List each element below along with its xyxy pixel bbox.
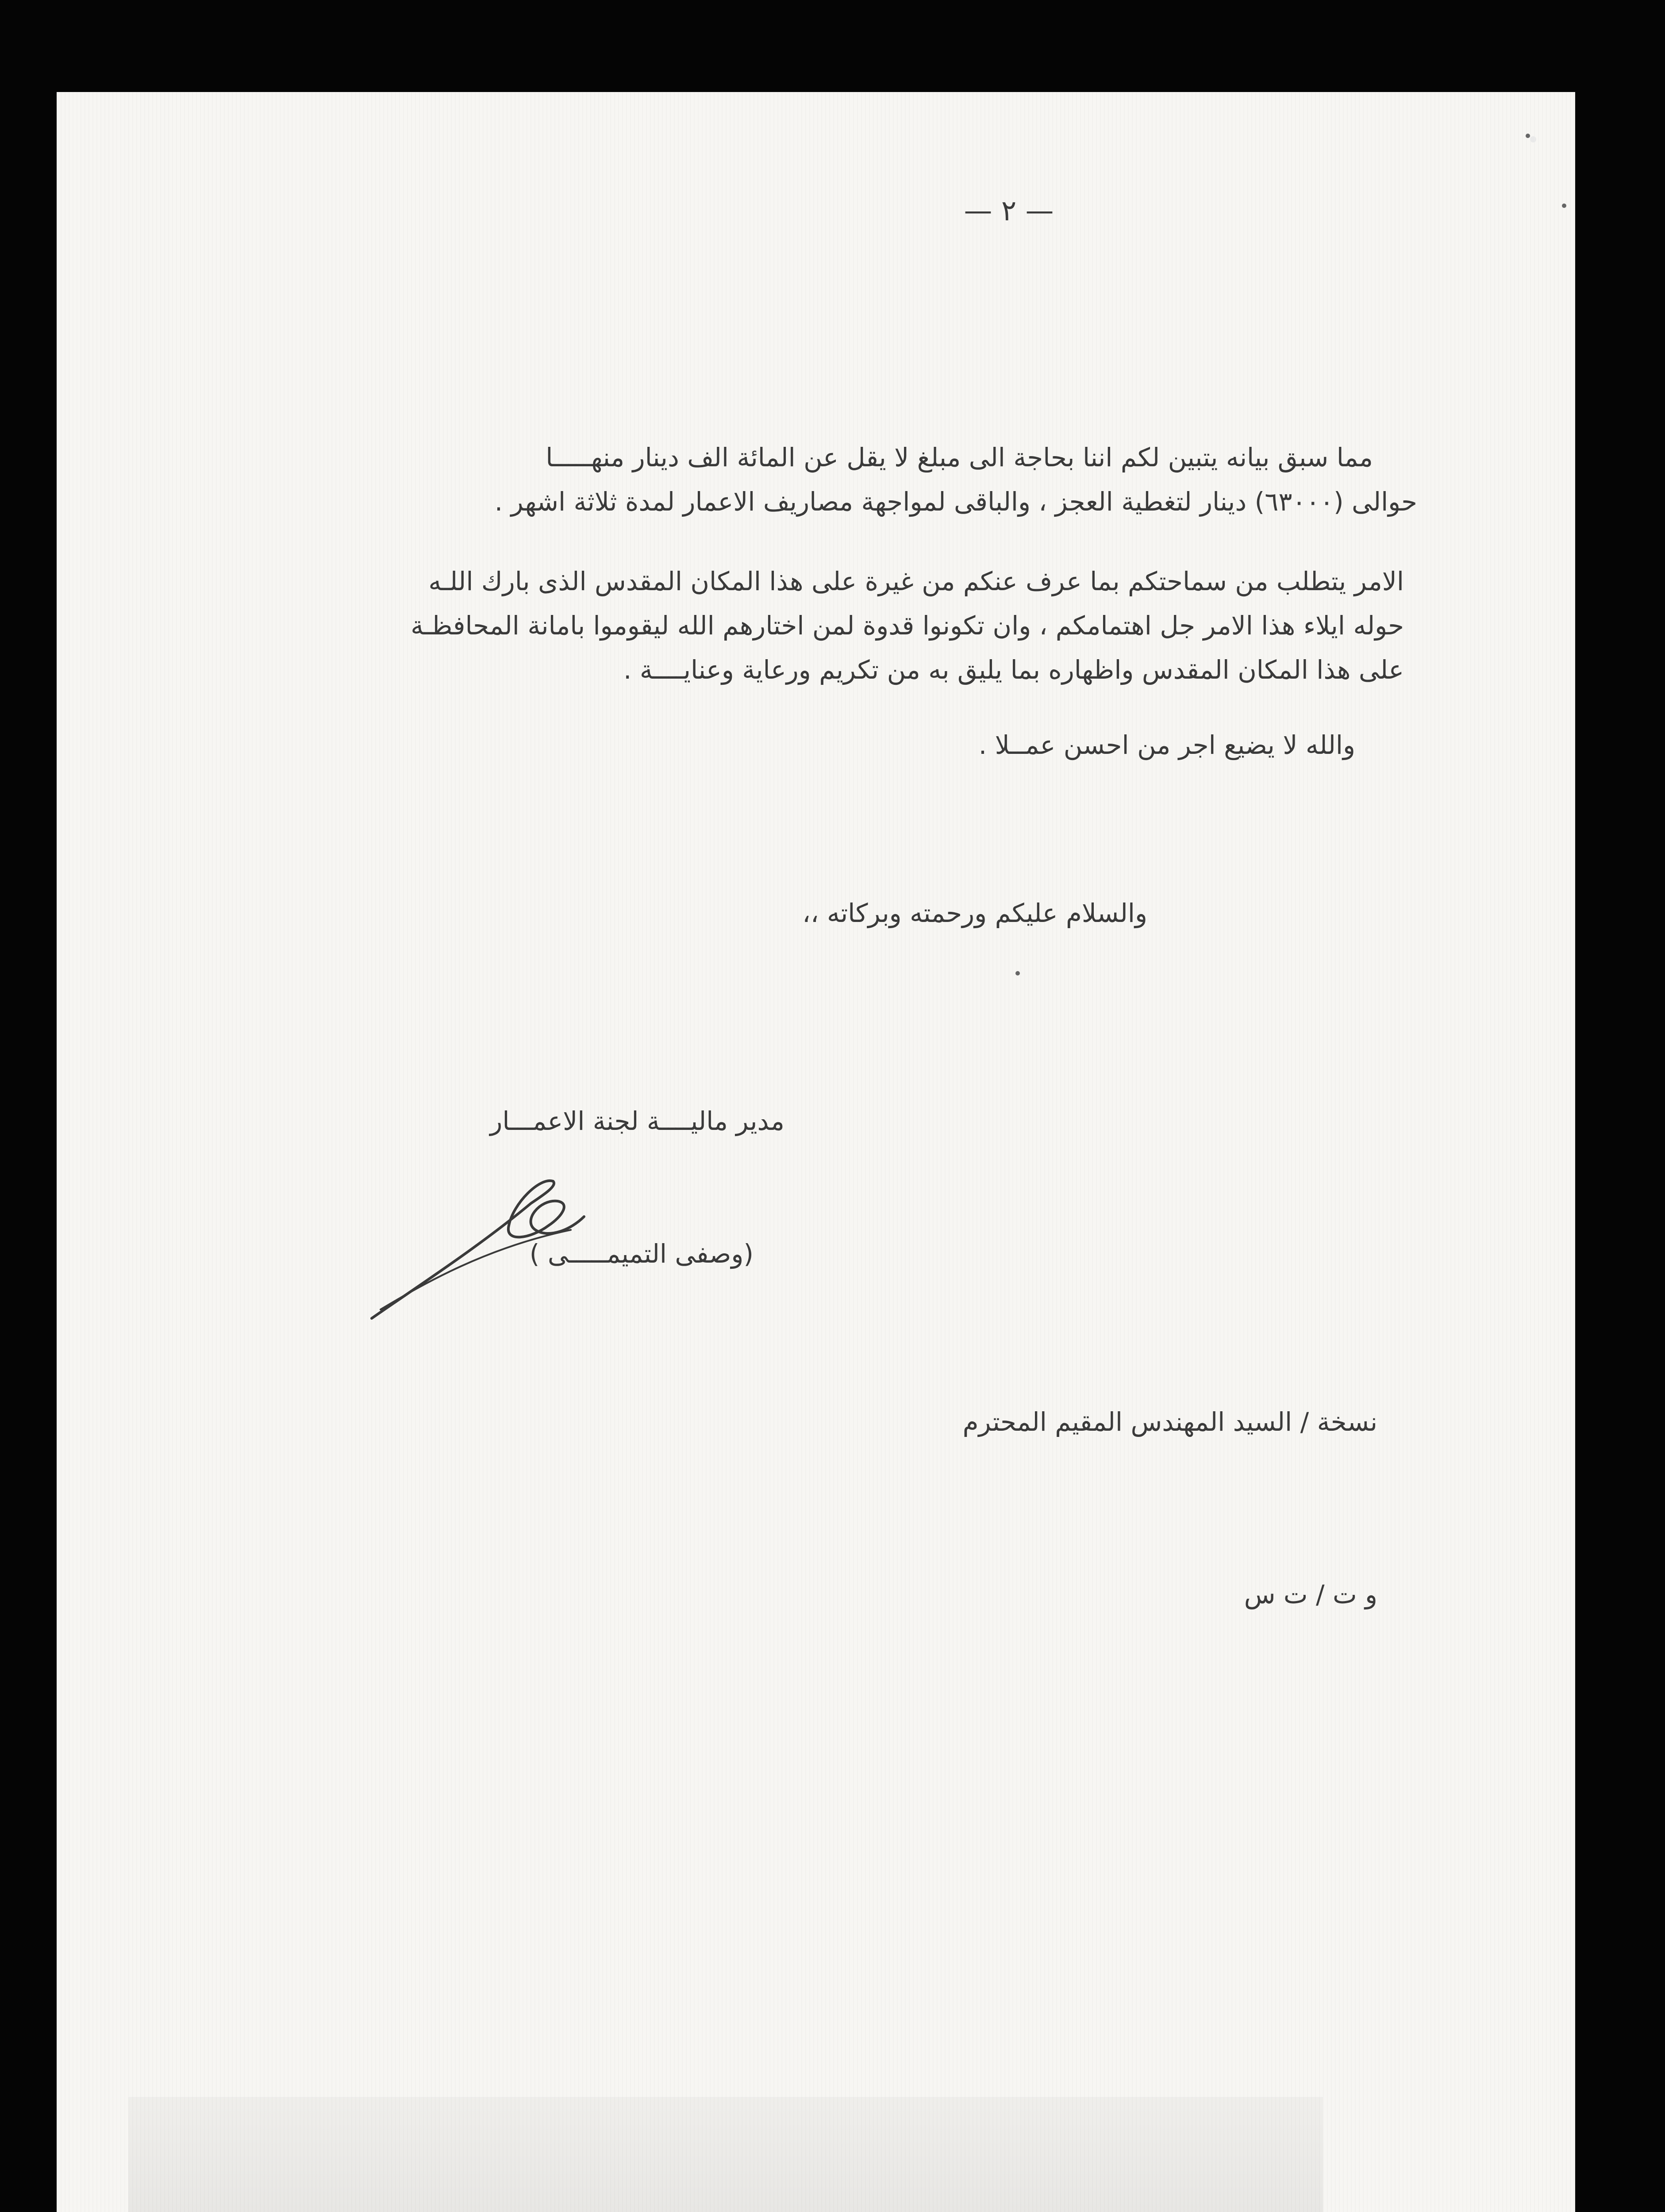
paragraph-2-line-1: الامر يتطلب من سماحتكم بما عرف عنكم من غيرة على هذا المكان المقدس الذى بارك اللـه <box>428 566 1404 596</box>
paragraph-2-line-2: حوله ايلاء هذا الامر جل اهتمامكم ، وان تكونوا قدوة لمن اختارهم الله ليقوموا بامانة المحافظـة <box>411 611 1404 641</box>
page-number: — ٢ — <box>964 195 1054 227</box>
signatory-title: مدير ماليــــة لجنة الاعمـــار <box>490 1106 784 1136</box>
paragraph-1-line-2: حوالى (٦٣٠٠٠) دينار لتغطية العجز ، والباقى لمواجهة مصاريف الاعمار لمدة ثلاثة اشهر . <box>494 487 1417 517</box>
scan-speck <box>1562 204 1566 208</box>
scan-speck <box>1015 971 1020 975</box>
closing-line: والله لا يضيع اجر من احسن عمــلا . <box>978 730 1355 760</box>
document-page <box>57 92 1575 2212</box>
paper-mark <box>1530 136 1536 142</box>
paragraph-1-line-1: مما سبق بيانه يتبين لكم اننا بحاجة الى مبلغ لا يقل عن المائة الف دينار منهـــــا <box>546 442 1373 472</box>
scan-shadow <box>128 2097 1323 2212</box>
signatory-name: (وصفى التميمـــــى ) <box>529 1239 754 1269</box>
reference-initials: و ت / ت س <box>1244 1579 1377 1609</box>
greeting: والسلام عليكم ورحمته وبركاته ،، <box>802 898 1147 928</box>
copy-to-line: نسخة / السيد المهندس المقيم المحترم <box>962 1407 1377 1437</box>
scan-speck <box>1526 134 1530 138</box>
paragraph-2-line-3: على هذا المكان المقدس واظهاره بما يليق به من تكريم ورعاية وعنايــــة . <box>623 655 1404 685</box>
